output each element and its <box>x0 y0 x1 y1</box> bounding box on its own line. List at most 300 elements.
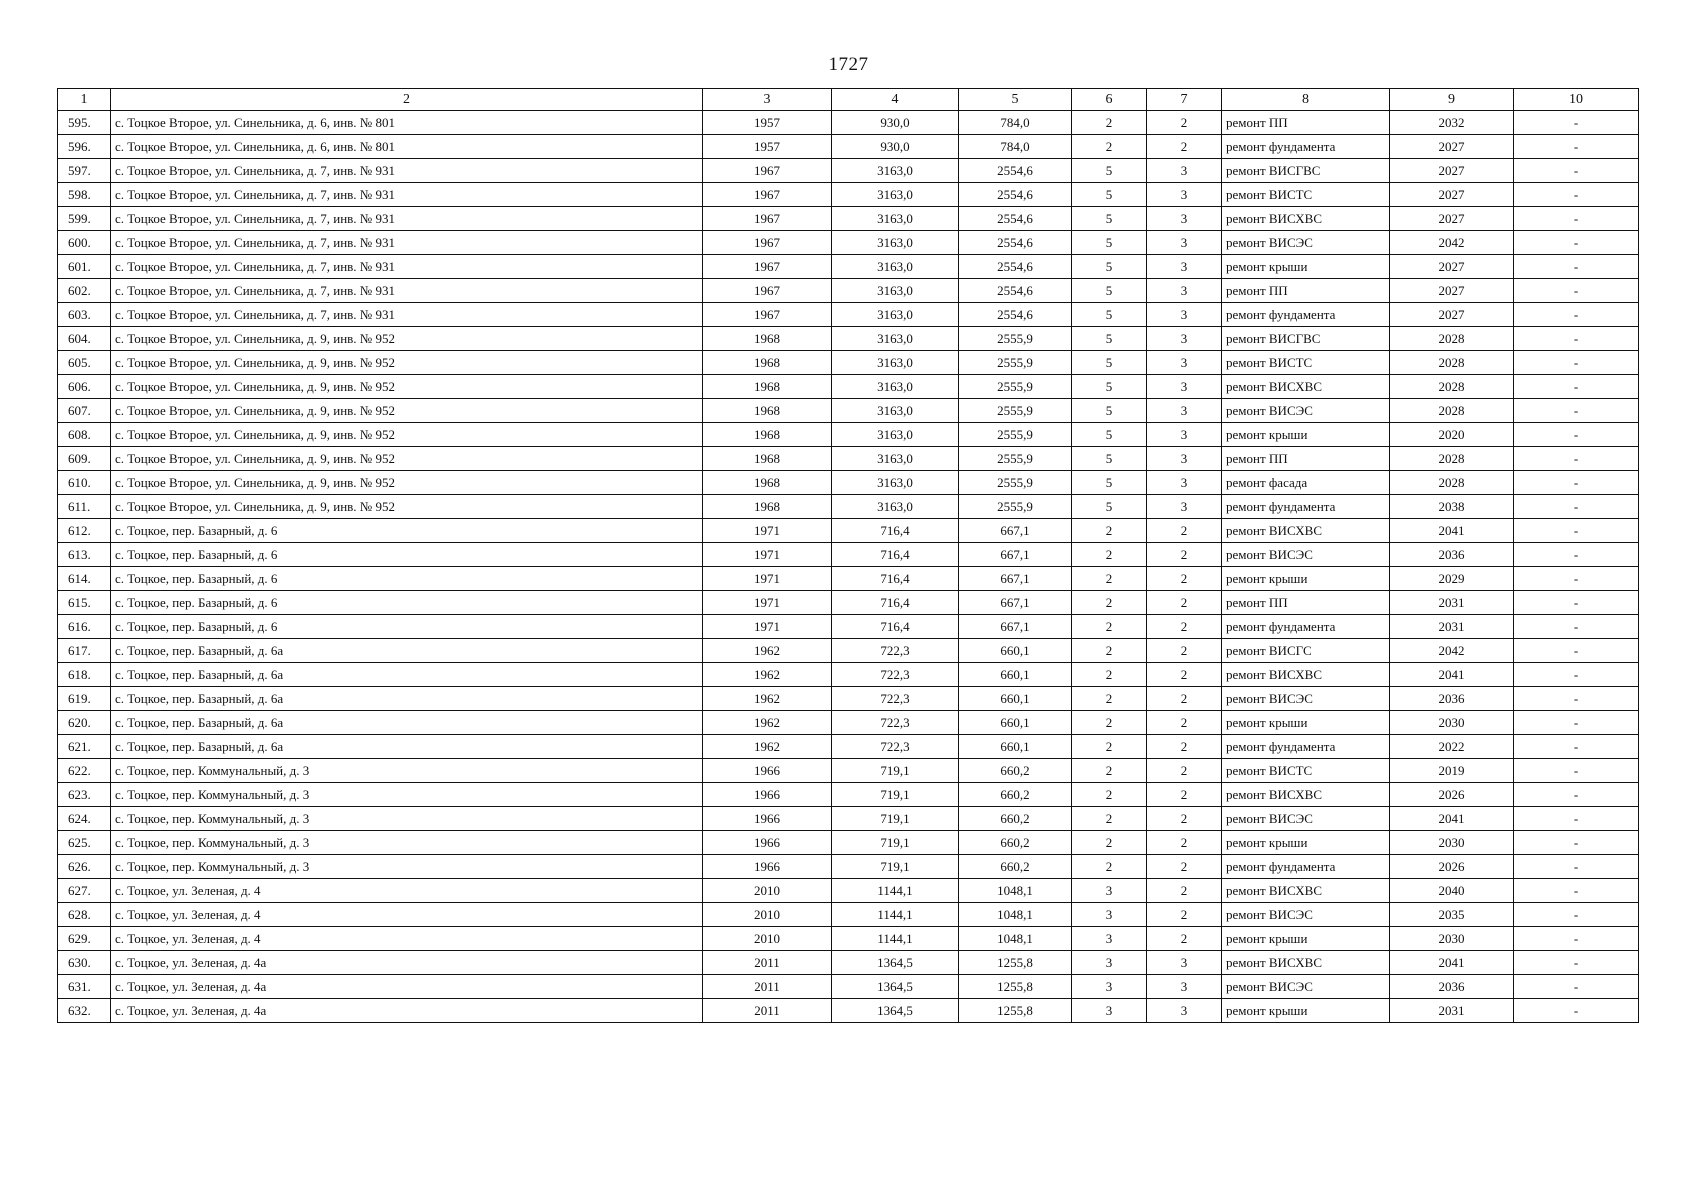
living-area-cell: 2554,6 <box>959 231 1072 255</box>
address-cell: с. Тоцкое, пер. Коммунальный, д. 3 <box>111 807 703 831</box>
year-built-cell: 1962 <box>703 735 832 759</box>
year-built-cell: 1966 <box>703 759 832 783</box>
planned-year-cell: 2028 <box>1390 327 1514 351</box>
address-cell: с. Тоцкое, пер. Базарный, д. 6 <box>111 567 703 591</box>
header-cell-4: 4 <box>832 89 959 111</box>
note-cell: - <box>1514 207 1639 231</box>
total-area-cell: 3163,0 <box>832 303 959 327</box>
floors-cell: 2 <box>1072 543 1147 567</box>
total-area-cell: 930,0 <box>832 135 959 159</box>
table-row <box>58 159 1639 183</box>
table-row <box>58 111 1639 135</box>
header-cell-10: 10 <box>1514 89 1639 111</box>
work-type-cell: ремонт ВИСХВС <box>1222 207 1390 231</box>
year-built-cell: 1968 <box>703 423 832 447</box>
address-cell: с. Тоцкое Второе, ул. Синельника, д. 9, инв. № 952 <box>111 447 703 471</box>
row-number-cell: 598. <box>58 183 111 207</box>
floors-cell: 5 <box>1072 399 1147 423</box>
note-cell: - <box>1514 375 1639 399</box>
table-row <box>58 951 1639 975</box>
year-built-cell: 1967 <box>703 279 832 303</box>
total-area-cell: 719,1 <box>832 831 959 855</box>
work-type-cell: ремонт ВИСГВС <box>1222 159 1390 183</box>
total-area-cell: 1364,5 <box>832 999 959 1023</box>
note-cell: - <box>1514 831 1639 855</box>
address-cell: с. Тоцкое, пер. Базарный, д. 6а <box>111 663 703 687</box>
entrances-cell: 3 <box>1147 399 1222 423</box>
total-area-cell: 1144,1 <box>832 927 959 951</box>
table-row <box>58 711 1639 735</box>
row-number-cell: 600. <box>58 231 111 255</box>
living-area-cell: 1255,8 <box>959 975 1072 999</box>
living-area-cell: 784,0 <box>959 111 1072 135</box>
row-number-cell: 629. <box>58 927 111 951</box>
entrances-cell: 3 <box>1147 231 1222 255</box>
header-cell-2: 2 <box>111 89 703 111</box>
row-number-cell: 603. <box>58 303 111 327</box>
year-built-cell: 1962 <box>703 711 832 735</box>
header-cell-9: 9 <box>1390 89 1514 111</box>
entrances-cell: 2 <box>1147 615 1222 639</box>
total-area-cell: 719,1 <box>832 759 959 783</box>
year-built-cell: 1966 <box>703 831 832 855</box>
table-row <box>58 591 1639 615</box>
year-built-cell: 1971 <box>703 519 832 543</box>
row-number-cell: 614. <box>58 567 111 591</box>
table-header <box>58 89 1639 111</box>
planned-year-cell: 2030 <box>1390 831 1514 855</box>
total-area-cell: 3163,0 <box>832 471 959 495</box>
floors-cell: 5 <box>1072 207 1147 231</box>
page-number: 1727 <box>828 54 869 75</box>
row-number-cell: 622. <box>58 759 111 783</box>
work-type-cell: ремонт ПП <box>1222 591 1390 615</box>
address-cell: с. Тоцкое Второе, ул. Синельника, д. 6, инв. № 801 <box>111 135 703 159</box>
address-cell: с. Тоцкое, ул. Зеленая, д. 4а <box>111 975 703 999</box>
table-row <box>58 999 1639 1023</box>
planned-year-cell: 2031 <box>1390 615 1514 639</box>
living-area-cell: 2554,6 <box>959 183 1072 207</box>
row-number-cell: 618. <box>58 663 111 687</box>
entrances-cell: 3 <box>1147 375 1222 399</box>
total-area-cell: 3163,0 <box>832 207 959 231</box>
entrances-cell: 2 <box>1147 111 1222 135</box>
work-type-cell: ремонт ВИСХВС <box>1222 783 1390 807</box>
planned-year-cell: 2041 <box>1390 807 1514 831</box>
floors-cell: 2 <box>1072 855 1147 879</box>
entrances-cell: 2 <box>1147 567 1222 591</box>
work-type-cell: ремонт ВИСЭС <box>1222 687 1390 711</box>
entrances-cell: 3 <box>1147 255 1222 279</box>
table-row <box>58 879 1639 903</box>
year-built-cell: 1962 <box>703 639 832 663</box>
note-cell: - <box>1514 447 1639 471</box>
planned-year-cell: 2040 <box>1390 879 1514 903</box>
row-number-cell: 613. <box>58 543 111 567</box>
address-cell: с. Тоцкое, ул. Зеленая, д. 4 <box>111 927 703 951</box>
work-type-cell: ремонт ВИСХВС <box>1222 663 1390 687</box>
entrances-cell: 2 <box>1147 735 1222 759</box>
row-number-cell: 596. <box>58 135 111 159</box>
living-area-cell: 660,2 <box>959 831 1072 855</box>
living-area-cell: 2554,6 <box>959 255 1072 279</box>
planned-year-cell: 2028 <box>1390 399 1514 423</box>
repair-registry-table <box>57 88 1639 1023</box>
living-area-cell: 660,1 <box>959 687 1072 711</box>
address-cell: с. Тоцкое, пер. Базарный, д. 6 <box>111 591 703 615</box>
floors-cell: 2 <box>1072 639 1147 663</box>
floors-cell: 5 <box>1072 303 1147 327</box>
total-area-cell: 716,4 <box>832 519 959 543</box>
note-cell: - <box>1514 759 1639 783</box>
year-built-cell: 1966 <box>703 855 832 879</box>
total-area-cell: 716,4 <box>832 567 959 591</box>
living-area-cell: 1255,8 <box>959 999 1072 1023</box>
planned-year-cell: 2042 <box>1390 231 1514 255</box>
table-row <box>58 543 1639 567</box>
total-area-cell: 716,4 <box>832 591 959 615</box>
planned-year-cell: 2028 <box>1390 447 1514 471</box>
floors-cell: 2 <box>1072 519 1147 543</box>
floors-cell: 2 <box>1072 663 1147 687</box>
year-built-cell: 1968 <box>703 399 832 423</box>
planned-year-cell: 2028 <box>1390 351 1514 375</box>
entrances-cell: 3 <box>1147 999 1222 1023</box>
total-area-cell: 722,3 <box>832 663 959 687</box>
note-cell: - <box>1514 279 1639 303</box>
year-built-cell: 1971 <box>703 543 832 567</box>
row-number-cell: 597. <box>58 159 111 183</box>
planned-year-cell: 2027 <box>1390 135 1514 159</box>
year-built-cell: 1971 <box>703 591 832 615</box>
note-cell: - <box>1514 303 1639 327</box>
planned-year-cell: 2019 <box>1390 759 1514 783</box>
work-type-cell: ремонт крыши <box>1222 567 1390 591</box>
note-cell: - <box>1514 711 1639 735</box>
table-row <box>58 255 1639 279</box>
note-cell: - <box>1514 231 1639 255</box>
living-area-cell: 1048,1 <box>959 927 1072 951</box>
floors-cell: 5 <box>1072 231 1147 255</box>
total-area-cell: 1364,5 <box>832 975 959 999</box>
year-built-cell: 1962 <box>703 687 832 711</box>
total-area-cell: 719,1 <box>832 855 959 879</box>
floors-cell: 3 <box>1072 999 1147 1023</box>
address-cell: с. Тоцкое, пер. Коммунальный, д. 3 <box>111 855 703 879</box>
work-type-cell: ремонт крыши <box>1222 831 1390 855</box>
floors-cell: 5 <box>1072 375 1147 399</box>
note-cell: - <box>1514 351 1639 375</box>
note-cell: - <box>1514 111 1639 135</box>
note-cell: - <box>1514 783 1639 807</box>
row-number-cell: 608. <box>58 423 111 447</box>
table-row <box>58 639 1639 663</box>
address-cell: с. Тоцкое, ул. Зеленая, д. 4 <box>111 903 703 927</box>
table-row <box>58 783 1639 807</box>
year-built-cell: 2011 <box>703 975 832 999</box>
planned-year-cell: 2031 <box>1390 999 1514 1023</box>
total-area-cell: 722,3 <box>832 735 959 759</box>
floors-cell: 2 <box>1072 783 1147 807</box>
year-built-cell: 1966 <box>703 783 832 807</box>
living-area-cell: 660,1 <box>959 639 1072 663</box>
entrances-cell: 2 <box>1147 855 1222 879</box>
address-cell: с. Тоцкое Второе, ул. Синельника, д. 7, инв. № 931 <box>111 159 703 183</box>
entrances-cell: 2 <box>1147 687 1222 711</box>
year-built-cell: 1967 <box>703 159 832 183</box>
living-area-cell: 667,1 <box>959 543 1072 567</box>
address-cell: с. Тоцкое Второе, ул. Синельника, д. 9, инв. № 952 <box>111 471 703 495</box>
entrances-cell: 3 <box>1147 303 1222 327</box>
row-number-cell: 627. <box>58 879 111 903</box>
year-built-cell: 1957 <box>703 111 832 135</box>
living-area-cell: 660,1 <box>959 663 1072 687</box>
address-cell: с. Тоцкое Второе, ул. Синельника, д. 9, инв. № 952 <box>111 375 703 399</box>
floors-cell: 2 <box>1072 711 1147 735</box>
planned-year-cell: 2030 <box>1390 927 1514 951</box>
planned-year-cell: 2027 <box>1390 183 1514 207</box>
living-area-cell: 2554,6 <box>959 159 1072 183</box>
living-area-cell: 2555,9 <box>959 399 1072 423</box>
planned-year-cell: 2027 <box>1390 303 1514 327</box>
work-type-cell: ремонт ВИСХВС <box>1222 951 1390 975</box>
row-number-cell: 610. <box>58 471 111 495</box>
floors-cell: 2 <box>1072 135 1147 159</box>
address-cell: с. Тоцкое, пер. Базарный, д. 6 <box>111 519 703 543</box>
planned-year-cell: 2036 <box>1390 975 1514 999</box>
note-cell: - <box>1514 639 1639 663</box>
note-cell: - <box>1514 567 1639 591</box>
total-area-cell: 722,3 <box>832 639 959 663</box>
work-type-cell: ремонт ВИСЭС <box>1222 903 1390 927</box>
note-cell: - <box>1514 495 1639 519</box>
year-built-cell: 2011 <box>703 999 832 1023</box>
table-row <box>58 975 1639 999</box>
row-number-cell: 615. <box>58 591 111 615</box>
total-area-cell: 3163,0 <box>832 231 959 255</box>
planned-year-cell: 2041 <box>1390 519 1514 543</box>
entrances-cell: 2 <box>1147 135 1222 159</box>
row-number-cell: 612. <box>58 519 111 543</box>
work-type-cell: ремонт ВИСГС <box>1222 639 1390 663</box>
living-area-cell: 2554,6 <box>959 303 1072 327</box>
row-number-cell: 606. <box>58 375 111 399</box>
floors-cell: 5 <box>1072 183 1147 207</box>
entrances-cell: 2 <box>1147 783 1222 807</box>
living-area-cell: 667,1 <box>959 519 1072 543</box>
entrances-cell: 2 <box>1147 759 1222 783</box>
entrances-cell: 2 <box>1147 639 1222 663</box>
note-cell: - <box>1514 471 1639 495</box>
planned-year-cell: 2026 <box>1390 855 1514 879</box>
living-area-cell: 2554,6 <box>959 279 1072 303</box>
work-type-cell: ремонт ВИСТС <box>1222 351 1390 375</box>
living-area-cell: 660,1 <box>959 735 1072 759</box>
total-area-cell: 1364,5 <box>832 951 959 975</box>
year-built-cell: 1971 <box>703 615 832 639</box>
year-built-cell: 1968 <box>703 471 832 495</box>
living-area-cell: 2555,9 <box>959 495 1072 519</box>
table-row <box>58 447 1639 471</box>
work-type-cell: ремонт ВИСХВС <box>1222 519 1390 543</box>
work-type-cell: ремонт фундамента <box>1222 615 1390 639</box>
address-cell: с. Тоцкое Второе, ул. Синельника, д. 7, инв. № 931 <box>111 207 703 231</box>
floors-cell: 5 <box>1072 423 1147 447</box>
header-cell-6: 6 <box>1072 89 1147 111</box>
header-cell-1: 1 <box>58 89 111 111</box>
row-number-cell: 601. <box>58 255 111 279</box>
entrances-cell: 3 <box>1147 447 1222 471</box>
living-area-cell: 667,1 <box>959 615 1072 639</box>
floors-cell: 2 <box>1072 831 1147 855</box>
living-area-cell: 784,0 <box>959 135 1072 159</box>
total-area-cell: 3163,0 <box>832 159 959 183</box>
year-built-cell: 1968 <box>703 351 832 375</box>
address-cell: с. Тоцкое Второе, ул. Синельника, д. 7, инв. № 931 <box>111 183 703 207</box>
floors-cell: 5 <box>1072 471 1147 495</box>
entrances-cell: 3 <box>1147 423 1222 447</box>
total-area-cell: 3163,0 <box>832 447 959 471</box>
row-number-cell: 619. <box>58 687 111 711</box>
note-cell: - <box>1514 999 1639 1023</box>
note-cell: - <box>1514 519 1639 543</box>
entrances-cell: 2 <box>1147 543 1222 567</box>
note-cell: - <box>1514 399 1639 423</box>
planned-year-cell: 2038 <box>1390 495 1514 519</box>
row-number-cell: 628. <box>58 903 111 927</box>
floors-cell: 2 <box>1072 615 1147 639</box>
planned-year-cell: 2027 <box>1390 159 1514 183</box>
work-type-cell: ремонт ВИСТС <box>1222 759 1390 783</box>
entrances-cell: 3 <box>1147 975 1222 999</box>
table-row <box>58 759 1639 783</box>
planned-year-cell: 2031 <box>1390 591 1514 615</box>
address-cell: с. Тоцкое Второе, ул. Синельника, д. 7, инв. № 931 <box>111 231 703 255</box>
row-number-cell: 599. <box>58 207 111 231</box>
address-cell: с. Тоцкое, пер. Коммунальный, д. 3 <box>111 831 703 855</box>
entrances-cell: 2 <box>1147 807 1222 831</box>
row-number-cell: 631. <box>58 975 111 999</box>
living-area-cell: 1048,1 <box>959 903 1072 927</box>
address-cell: с. Тоцкое Второе, ул. Синельника, д. 9, инв. № 952 <box>111 423 703 447</box>
floors-cell: 3 <box>1072 975 1147 999</box>
total-area-cell: 722,3 <box>832 687 959 711</box>
note-cell: - <box>1514 327 1639 351</box>
living-area-cell: 660,1 <box>959 711 1072 735</box>
note-cell: - <box>1514 807 1639 831</box>
total-area-cell: 3163,0 <box>832 255 959 279</box>
work-type-cell: ремонт ПП <box>1222 279 1390 303</box>
work-type-cell: ремонт фасада <box>1222 471 1390 495</box>
work-type-cell: ремонт ВИСЭС <box>1222 807 1390 831</box>
address-cell: с. Тоцкое, ул. Зеленая, д. 4а <box>111 951 703 975</box>
header-cell-5: 5 <box>959 89 1072 111</box>
work-type-cell: ремонт фундамента <box>1222 303 1390 327</box>
work-type-cell: ремонт крыши <box>1222 423 1390 447</box>
table-row <box>58 375 1639 399</box>
floors-cell: 5 <box>1072 447 1147 471</box>
floors-cell: 2 <box>1072 807 1147 831</box>
planned-year-cell: 2042 <box>1390 639 1514 663</box>
floors-cell: 2 <box>1072 591 1147 615</box>
note-cell: - <box>1514 591 1639 615</box>
floors-cell: 5 <box>1072 279 1147 303</box>
row-number-cell: 623. <box>58 783 111 807</box>
table-row <box>58 423 1639 447</box>
year-built-cell: 1968 <box>703 327 832 351</box>
work-type-cell: ремонт крыши <box>1222 255 1390 279</box>
address-cell: с. Тоцкое, пер. Базарный, д. 6а <box>111 639 703 663</box>
header-cell-7: 7 <box>1147 89 1222 111</box>
row-number-cell: 604. <box>58 327 111 351</box>
note-cell: - <box>1514 615 1639 639</box>
living-area-cell: 667,1 <box>959 567 1072 591</box>
planned-year-cell: 2041 <box>1390 663 1514 687</box>
floors-cell: 5 <box>1072 351 1147 375</box>
total-area-cell: 3163,0 <box>832 375 959 399</box>
address-cell: с. Тоцкое, ул. Зеленая, д. 4а <box>111 999 703 1023</box>
table-row <box>58 927 1639 951</box>
living-area-cell: 660,2 <box>959 783 1072 807</box>
row-number-cell: 626. <box>58 855 111 879</box>
floors-cell: 5 <box>1072 159 1147 183</box>
table-row <box>58 231 1639 255</box>
row-number-cell: 625. <box>58 831 111 855</box>
living-area-cell: 2555,9 <box>959 471 1072 495</box>
planned-year-cell: 2030 <box>1390 711 1514 735</box>
work-type-cell: ремонт ПП <box>1222 447 1390 471</box>
living-area-cell: 2555,9 <box>959 423 1072 447</box>
year-built-cell: 1957 <box>703 135 832 159</box>
year-built-cell: 1967 <box>703 183 832 207</box>
work-type-cell: ремонт ВИСЭС <box>1222 231 1390 255</box>
table-row <box>58 399 1639 423</box>
table-row <box>58 615 1639 639</box>
year-built-cell: 1962 <box>703 663 832 687</box>
entrances-cell: 2 <box>1147 519 1222 543</box>
planned-year-cell: 2036 <box>1390 543 1514 567</box>
total-area-cell: 3163,0 <box>832 279 959 303</box>
planned-year-cell: 2035 <box>1390 903 1514 927</box>
header-cell-3: 3 <box>703 89 832 111</box>
work-type-cell: ремонт фундамента <box>1222 735 1390 759</box>
year-built-cell: 1967 <box>703 207 832 231</box>
planned-year-cell: 2028 <box>1390 375 1514 399</box>
table-row <box>58 327 1639 351</box>
living-area-cell: 660,2 <box>959 759 1072 783</box>
table-row <box>58 207 1639 231</box>
total-area-cell: 1144,1 <box>832 879 959 903</box>
table-row <box>58 519 1639 543</box>
entrances-cell: 2 <box>1147 711 1222 735</box>
work-type-cell: ремонт ПП <box>1222 111 1390 135</box>
entrances-cell: 2 <box>1147 903 1222 927</box>
living-area-cell: 2555,9 <box>959 447 1072 471</box>
work-type-cell: ремонт крыши <box>1222 711 1390 735</box>
row-number-cell: 602. <box>58 279 111 303</box>
living-area-cell: 2555,9 <box>959 375 1072 399</box>
note-cell: - <box>1514 951 1639 975</box>
work-type-cell: ремонт ВИСХВС <box>1222 375 1390 399</box>
entrances-cell: 2 <box>1147 879 1222 903</box>
address-cell: с. Тоцкое Второе, ул. Синельника, д. 9, инв. № 952 <box>111 495 703 519</box>
living-area-cell: 2555,9 <box>959 351 1072 375</box>
planned-year-cell: 2022 <box>1390 735 1514 759</box>
year-built-cell: 1967 <box>703 255 832 279</box>
total-area-cell: 1144,1 <box>832 903 959 927</box>
row-number-cell: 617. <box>58 639 111 663</box>
row-number-cell: 616. <box>58 615 111 639</box>
